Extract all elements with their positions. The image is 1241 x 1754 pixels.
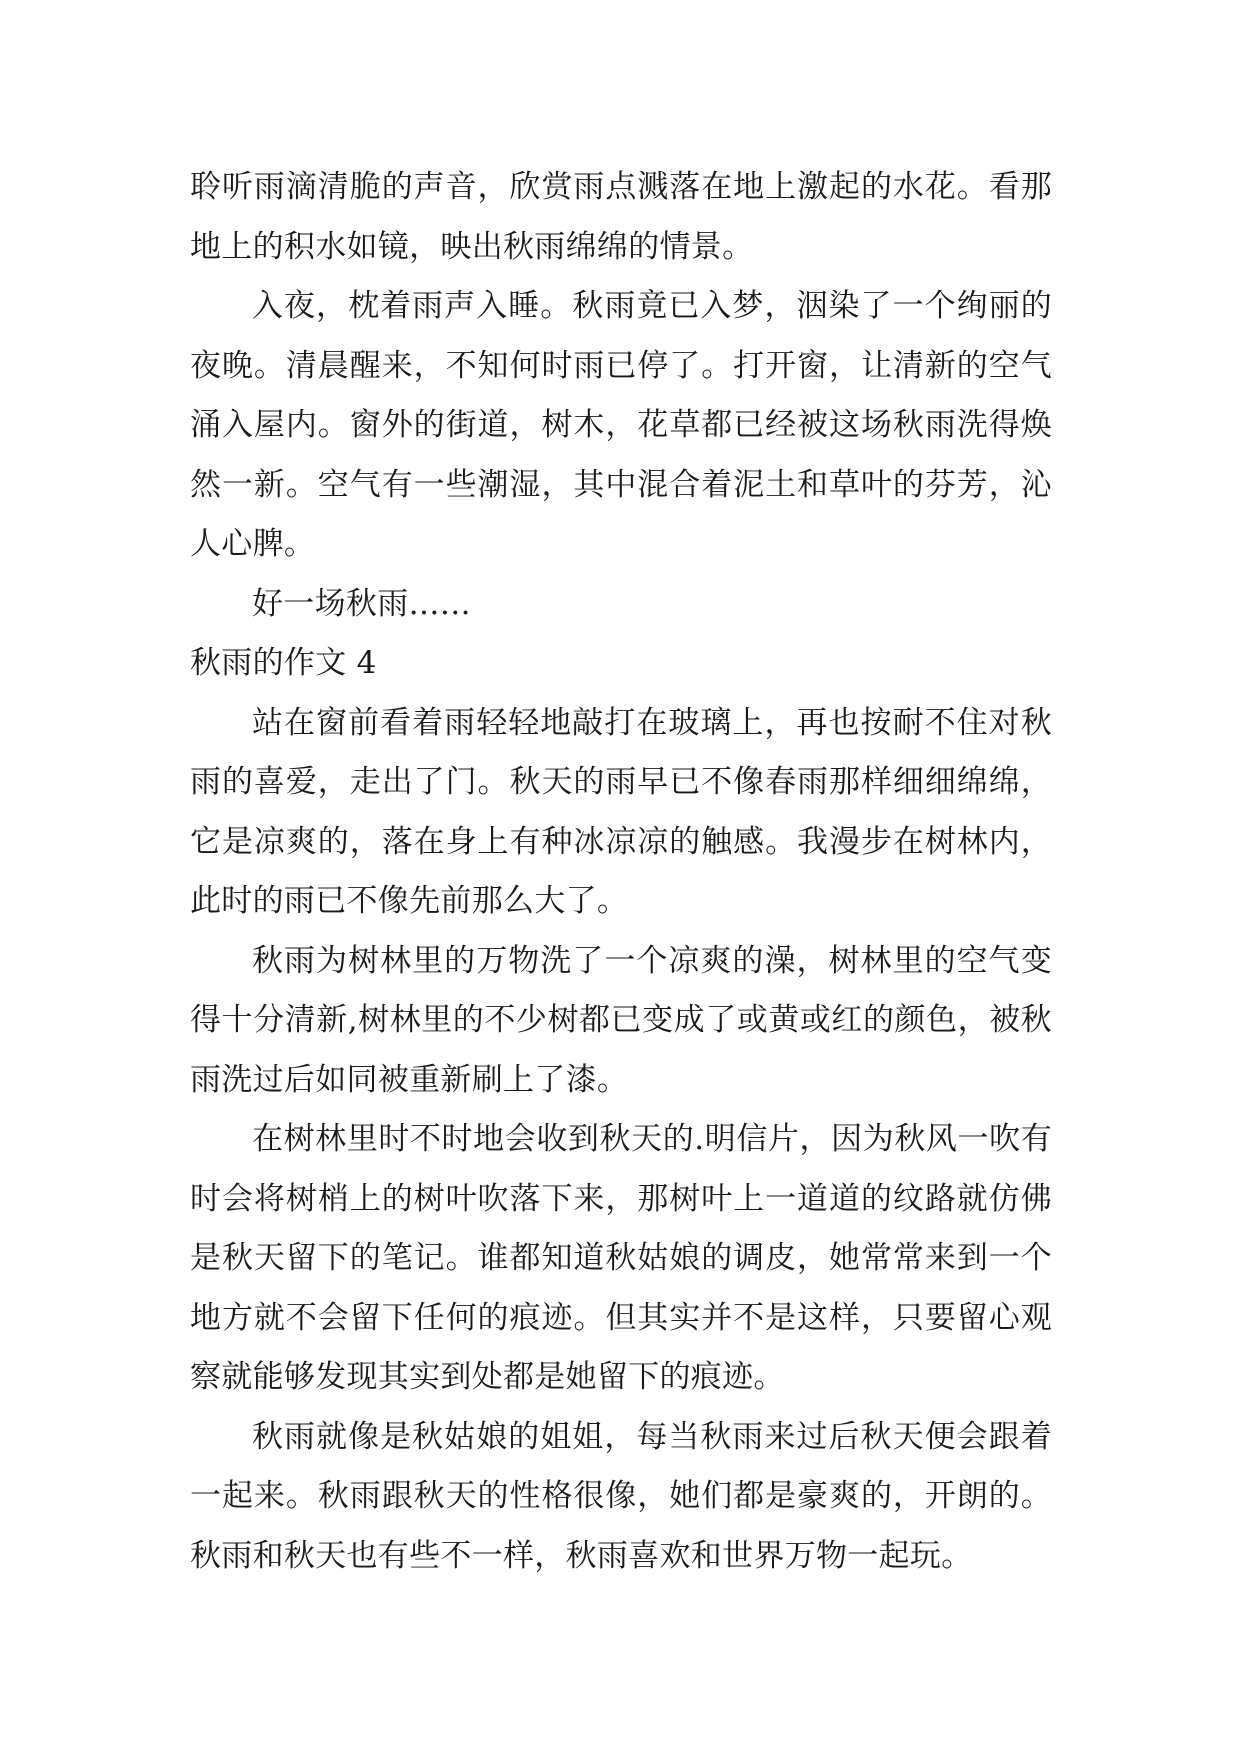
paragraph-continuation: 聆听雨滴清脆的声音，欣赏雨点溅落在地上激起的水花。看那地上的积水如镜，映出秋雨绵绵的情景。 bbox=[190, 169, 1052, 265]
essay-heading: 秋雨的作文 4 bbox=[190, 645, 377, 681]
paragraph-closing: 好一场秋雨…… bbox=[252, 585, 472, 622]
paragraph-forest: 秋雨为树林里的万物洗了一个凉爽的澡，树林里的空气变得十分清新,树林里的不少树都已变成了或黄或红的颜色，被秋雨洗过后如同被重新刷上了漆。 bbox=[190, 942, 1052, 1098]
paragraph-night: 入夜，枕着雨声入睡。秋雨竟已入梦，洇染了一个绚丽的夜晚。清晨醒来，不知何时雨已停了。打开窗，让清新的空气涌入屋内。窗外的街道，树木，花草都已经被这场秋雨洗得焕然一新。空气有一些潮湿，其中混合着泥土和草叶的芬芳，沁人心脾。 bbox=[190, 288, 1052, 562]
paragraph-window: 站在窗前看着雨轻轻地敲打在玻璃上，再也按耐不住对秋雨的喜爱，走出了门。秋天的雨早已不像春雨那样细细绵绵，它是凉爽的，落在身上有种冰凉凉的触感。我漫步在树林内，此时的雨已不像先前那么大了。 bbox=[190, 704, 1052, 919]
document-page bbox=[190, 158, 1052, 1586]
paragraph-postcard: 在树林里时不时地会收到秋天的.明信片，因为秋风一吹有时会将树梢上的树叶吹落下来，那树叶上一道道的纹路就仿佛是秋天留下的笔记。谁都知道秋姑娘的调皮，她常常来到一个地方就不会留下任何的痕迹。但其实并不是这样，只要留心观察就能够发现其实到处都是她留下的痕迹。 bbox=[190, 1121, 1052, 1395]
paragraph-sister: 秋雨就像是秋姑娘的姐姐，每当秋雨来过后秋天便会跟着一起来。秋雨跟秋天的性格很像，她们都是豪爽的，开朗的。秋雨和秋天也有些不一样，秋雨喜欢和世界万物一起玩。 bbox=[190, 1418, 1052, 1574]
